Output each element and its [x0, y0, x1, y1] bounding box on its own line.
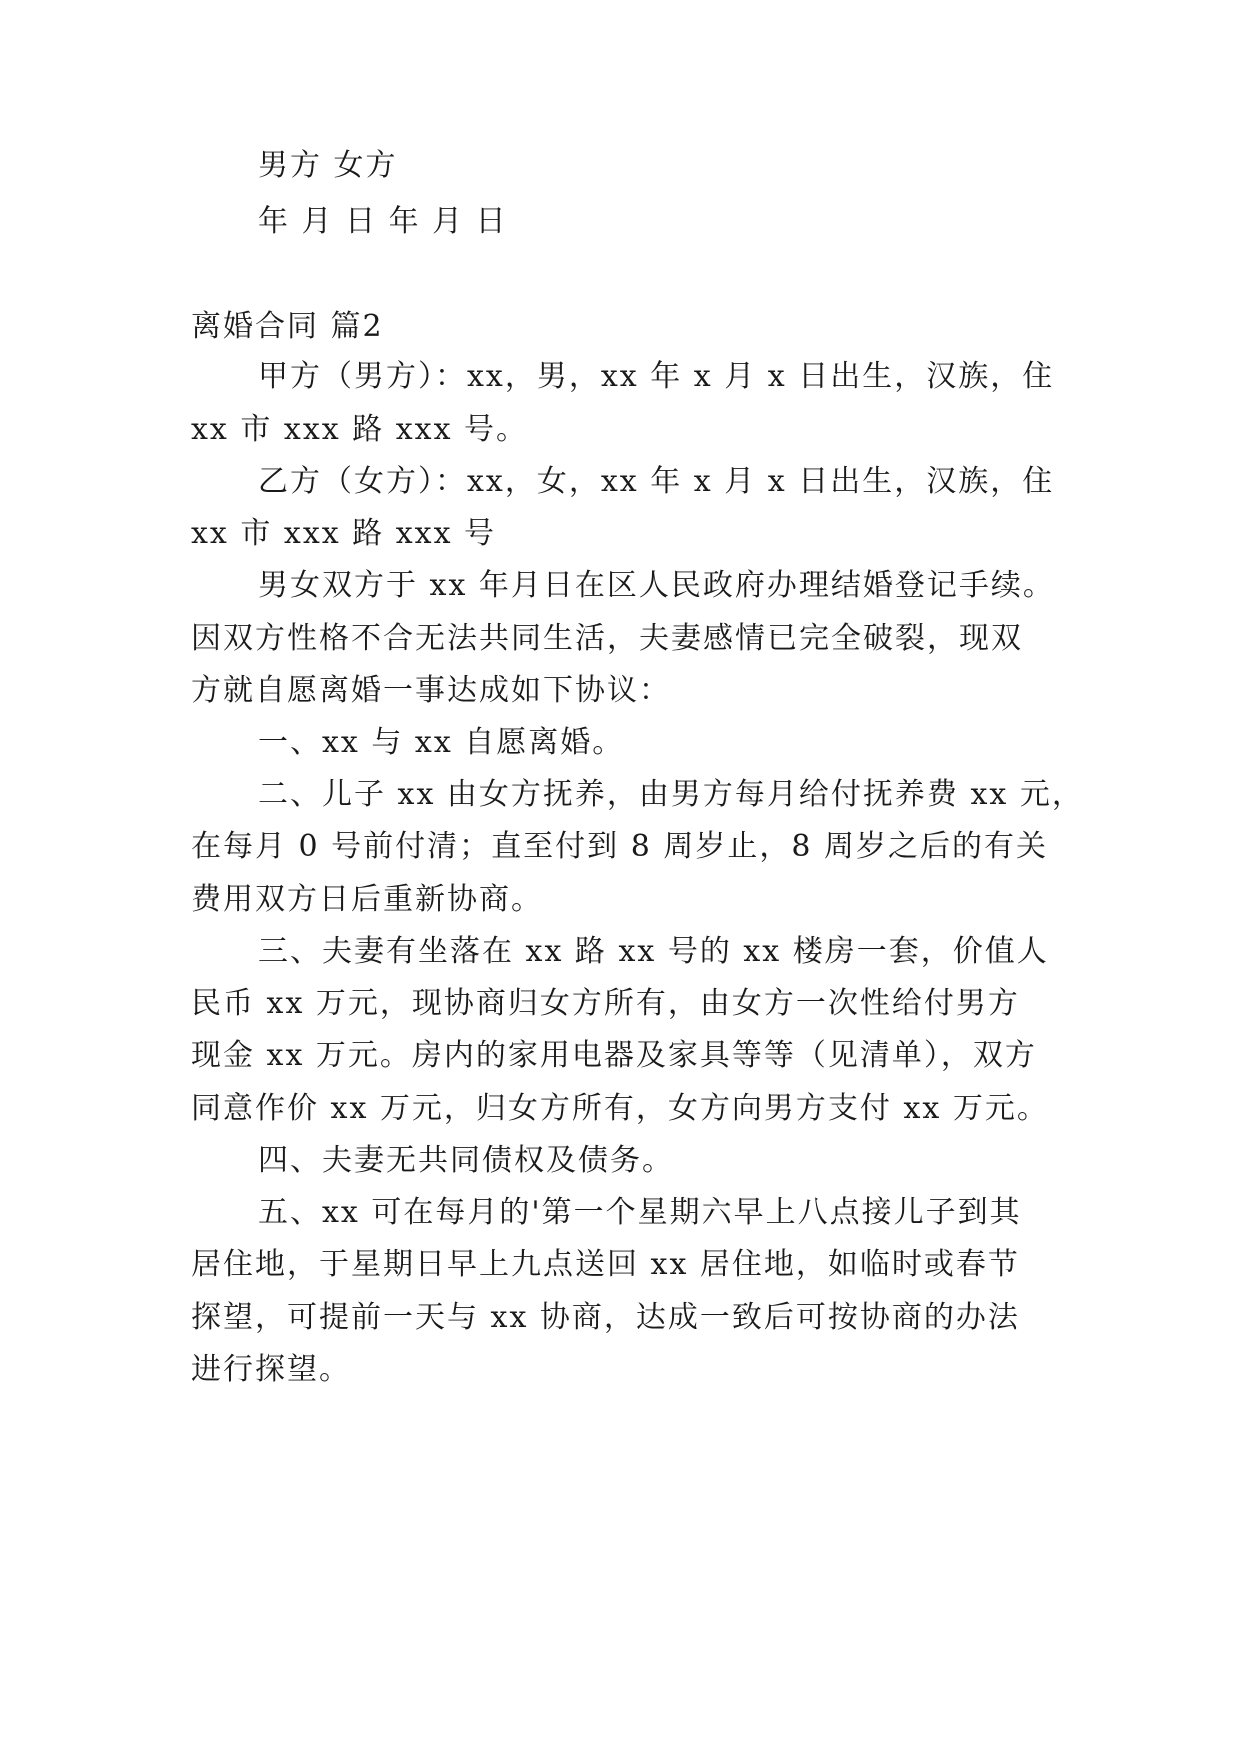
section-title: 离婚合同 篇2 — [191, 309, 384, 344]
party-b-line-2: xx 市 xxx 路 xxx 号 — [191, 516, 497, 551]
clause-5-line-2: 居住地，于星期日早上九点送回 xx 居住地，如临时或春节 — [191, 1247, 1020, 1282]
clause-3-line-1: 三、夫妻有坐落在 xx 路 xx 号的 xx 楼房一套，价值人 — [258, 934, 1049, 969]
intro-line-1: 男女双方于 xx 年月日在区人民政府办理结婚登记手续。 — [258, 568, 1055, 603]
clause-2-line-3: 费用双方日后重新协商。 — [191, 882, 543, 917]
clause-5-line-4: 进行探望。 — [191, 1352, 351, 1387]
intro-line-3: 方就自愿离婚一事达成如下协议： — [191, 673, 671, 708]
clause-3-line-4: 同意作价 xx 万元，归女方所有，女方向男方支付 xx 万元。 — [191, 1091, 1049, 1126]
clause-4-line-1: 四、夫妻无共同债权及债务。 — [258, 1143, 674, 1178]
signature-dates: 年 月 日 年 月 日 — [258, 204, 508, 239]
clause-3-line-3: 现金 xx 万元。房内的家用电器及家具等等（见清单），双方 — [191, 1038, 1037, 1073]
party-a-line-2: xx 市 xxx 路 xxx 号。 — [191, 412, 529, 447]
clause-5-line-1: 五、xx 可在每月的'第一个星期六早上八点接儿子到其 — [258, 1195, 1022, 1230]
party-b-line-1: 乙方（女方）：xx，女，xx 年 x 月 x 日出生，汉族，住 — [258, 464, 1055, 499]
clause-5-line-3: 探望，可提前一天与 xx 协商，达成一致后可按协商的办法 — [191, 1300, 1020, 1335]
signature-parties: 男方 女方 — [258, 148, 398, 183]
clause-1-line-1: 一、xx 与 xx 自愿离婚。 — [258, 725, 625, 760]
party-a-line-1: 甲方（男方）：xx，男，xx 年 x 月 x 日出生，汉族，住 — [258, 359, 1055, 394]
clause-3-line-2: 民币 xx 万元，现协商归女方所有，由女方一次性给付男方 — [191, 986, 1020, 1021]
intro-line-2: 因双方性格不合无法共同生活，夫妻感情已完全破裂，现双 — [191, 621, 1023, 656]
clause-2-line-1: 二、儿子 xx 由女方抚养，由男方每月给付抚养费 xx 元， — [258, 777, 1084, 812]
clause-2-line-2: 在每月 0 号前付清；直至付到 8 周岁止，8 周岁之后的有关 — [191, 829, 1048, 864]
